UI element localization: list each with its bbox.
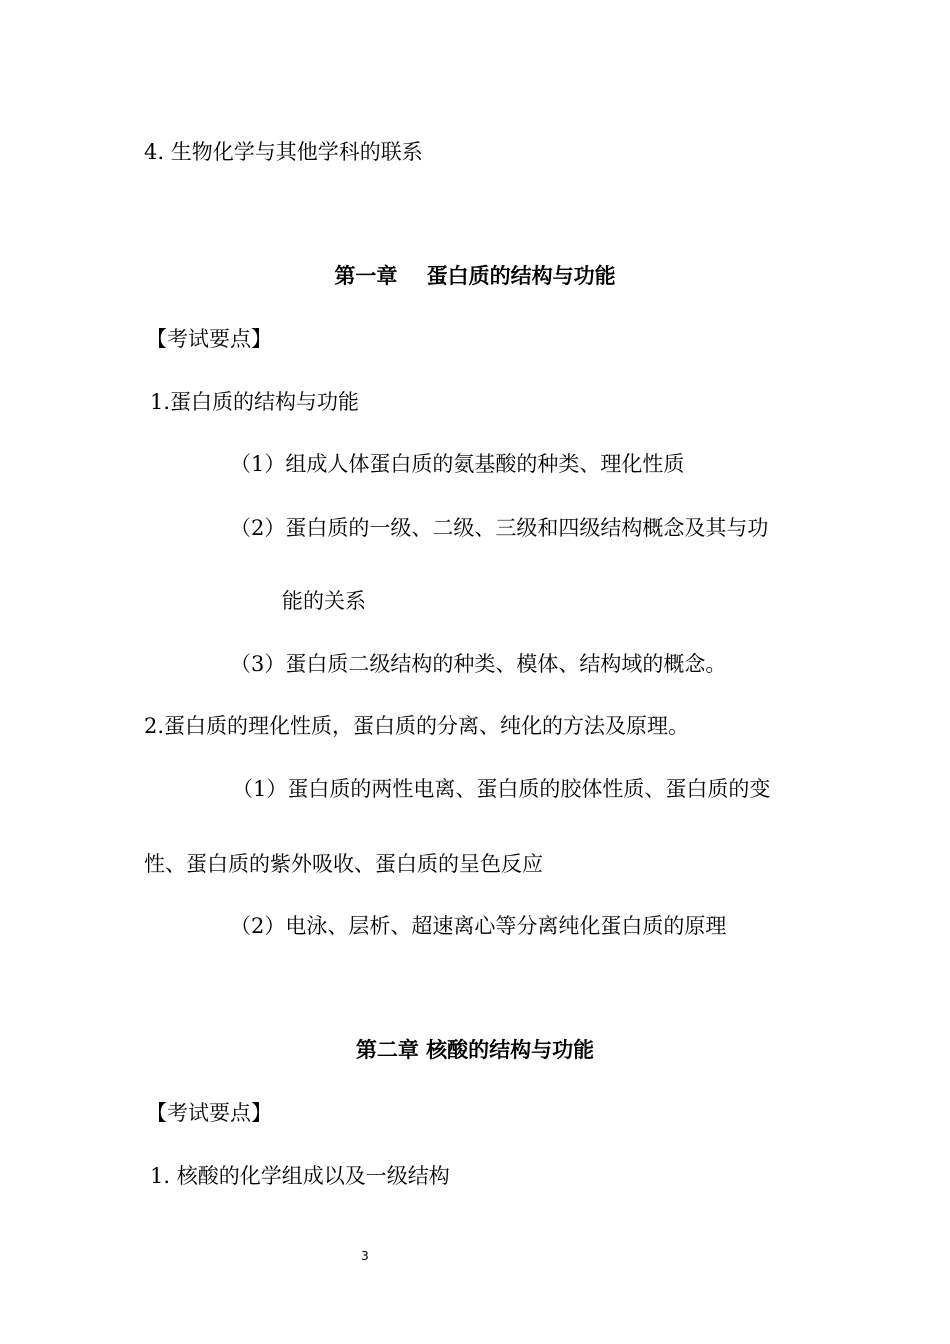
point-1-sub-1: （1）组成人体蛋白质的氨基酸的种类、理化性质 — [230, 452, 685, 476]
key-points-label: 【考试要点】 — [146, 1101, 272, 1125]
chapter-1-title: 第一章 蛋白质的结构与功能 — [334, 264, 616, 288]
page-number: 3 — [361, 1249, 369, 1263]
list-item-4: 4. 生物化学与其他学科的联系 — [144, 140, 423, 164]
point-1-sub-3: （3）蛋白质二级结构的种类、模体、结构域的概念。 — [230, 652, 727, 676]
chapter-2-title: 第二章 核酸的结构与功能 — [355, 1038, 595, 1062]
point-2-sub-1-line-1: （1）蛋白质的两性电离、蛋白质的胶体性质、蛋白质的变 — [232, 777, 771, 801]
point-1-sub-2-line-1: （2）蛋白质的一级、二级、三级和四级结构概念及其与功 — [230, 516, 769, 540]
point-1-heading: 1.蛋白质的结构与功能 — [150, 390, 360, 414]
point-2-sub-2: （2）电泳、层析、超速离心等分离纯化蛋白质的原理 — [230, 914, 727, 938]
point-1-heading: 1. 核酸的化学组成以及一级结构 — [150, 1164, 450, 1188]
point-2-sub-1-line-2: 性、蛋白质的紫外吸收、蛋白质的呈色反应 — [144, 852, 543, 876]
key-points-label: 【考试要点】 — [146, 327, 272, 351]
point-2-heading: 2.蛋白质的理化性质，蛋白质的分离、纯化的方法及原理。 — [144, 714, 690, 738]
point-1-sub-2-line-2: 能的关系 — [282, 589, 366, 613]
